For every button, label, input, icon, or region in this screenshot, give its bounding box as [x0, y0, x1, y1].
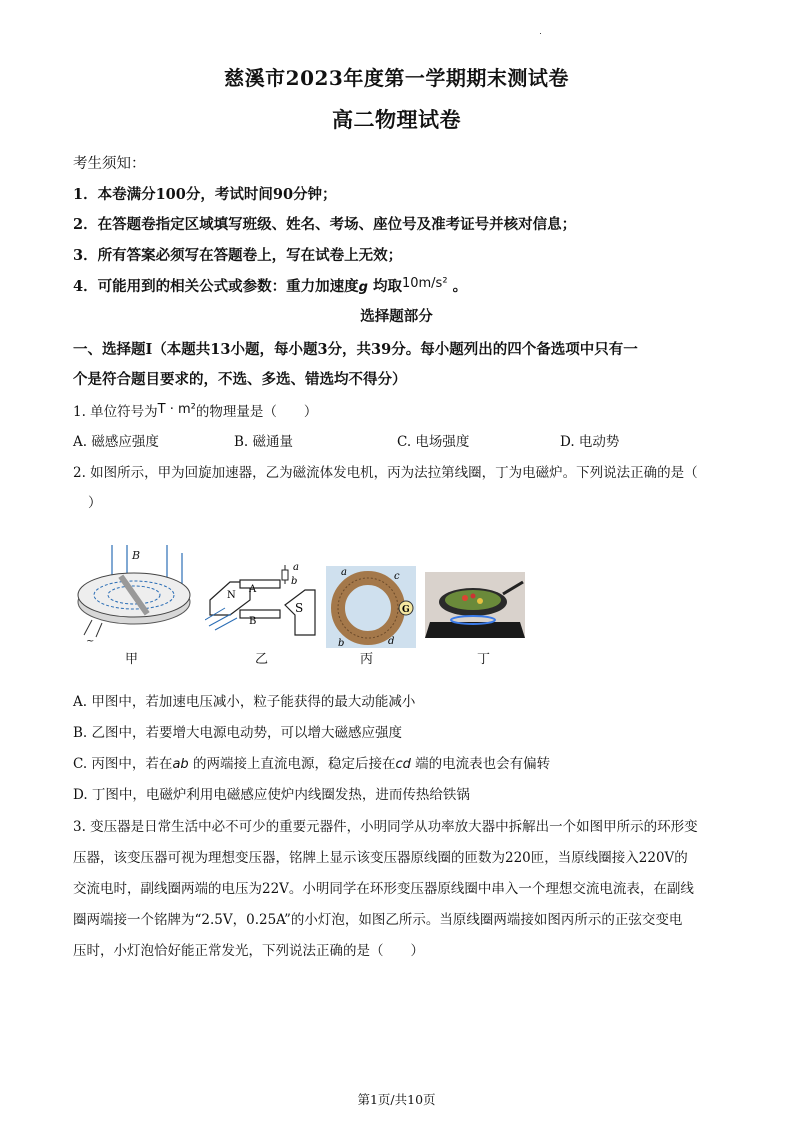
question-1 [73, 400, 317, 420]
q1-option-b: B. 磁通量 [234, 434, 294, 450]
gravity-symbol: g [358, 280, 368, 295]
q1-option-a: A. 磁感应强度 [73, 434, 159, 450]
fig-label-tilde: ~ [86, 636, 95, 645]
q2-option-c-prefix: C. 丙图中，若在 [73, 756, 173, 772]
part-instruction-line-1: 一、选择题Ⅰ（本题共13小题，每小题3分，共39分。每小题列出的四个备选项中只有一 [73, 341, 638, 358]
fig-label-b-yi: b [291, 576, 298, 587]
figure-mhd-generator [205, 560, 320, 640]
exam-title: 慈溪市2023年度第一学期期末测试卷 [224, 66, 569, 90]
question-3-line-1: 3. 变压器是日常生活中必不可少的重要元器件，小明同学从功率放大器中拆解出一个如图甲所示的环形变 [73, 819, 698, 835]
question-3-line-2: 压器，该变压器可视为理想变压器，铭牌上显示该变压器原线圈的匝数为220匝，当原线圈接入220V的 [73, 850, 688, 866]
q2-option-c-ab: ab [172, 757, 189, 772]
figure-label-ding: 丁 [477, 652, 491, 667]
q2-option-c-cd: cd [395, 757, 411, 772]
part-instruction-line-2: 个是符合题目要求的，不选、多选、错选均不得分） [73, 371, 407, 388]
q2-option-c [73, 752, 550, 772]
q1-suffix: 的物理量是（ ） [195, 404, 318, 420]
fig-label-G: G [402, 605, 410, 615]
question-3-line-5: 压时，小灯泡恰好能正常发光，下列说法正确的是（ ） [73, 943, 424, 959]
q2-option-c-mid: 的两端接上直流电源，稳定后接在 [188, 756, 396, 772]
notice-item-1: 1．本卷满分100分，考试时间90分钟； [73, 186, 337, 203]
figure-label-jia: 甲 [125, 652, 139, 667]
fig-label-A-plate: A [249, 584, 257, 595]
notice-item-3: 3．所有答案必须写在答题卷上，写在试卷上无效； [73, 247, 403, 264]
figure-induction-cooker [425, 572, 525, 638]
q1-prefix: 1. 单位符号为 [73, 404, 158, 420]
q2-option-a: A. 甲图中，若加速电压减小，粒子能获得的最大动能减小 [73, 694, 416, 710]
fig-label-B: B [132, 549, 141, 562]
q2-option-d: D. 丁图中，电磁炉利用电磁感应使炉内线圈发热，进而传热给铁锅 [73, 787, 470, 803]
q1-option-d: D. 电动势 [560, 434, 620, 450]
gravity-value: 10m/s² [401, 276, 448, 291]
figure-label-bing: 丙 [360, 652, 374, 667]
figure-faraday-ring [326, 566, 416, 648]
notice-item-2: 2．在答题卷指定区域填写班级、姓名、考场、座位号及准考证号并核对信息； [73, 216, 577, 233]
fig-label-a-yi: a [293, 562, 299, 573]
q2-option-c-end: 端的电流表也会有偏转 [410, 756, 551, 772]
question-3-line-3: 交流电时，副线圈两端的电压为22V。小明同学在环形变压器原线圈中串入一个理想交流电流表，在副线 [73, 881, 694, 897]
notice-item-4-end: 。 [447, 278, 468, 295]
page-footer: 第1页/共10页 [357, 1092, 436, 1107]
notice-item-4 [73, 275, 467, 296]
scan-dot [540, 33, 541, 34]
question-3-line-4: 圈两端接一个铭牌为“2.5V，0.25A”的小灯泡，如图乙所示。当原线圈两端接如图丙所示的正弦交变电 [73, 912, 683, 928]
figure-cyclotron [72, 545, 197, 645]
fig-label-d: d [388, 636, 395, 647]
question-2-line-1: 2. 如图所示，甲为回旋加速器，乙为磁流体发电机，丙为法拉第线圈，丁为电磁炉。下列说法正确的是（ [73, 465, 698, 481]
fig-label-b: b [338, 638, 345, 648]
figure-label-yi: 乙 [255, 652, 269, 667]
q1-option-c: C. 电场强度 [397, 434, 470, 450]
exam-subtitle: 高二物理试卷 [332, 107, 461, 132]
notice-item-4-prefix: 4．可能用到的相关公式或参数：重力加速度 [73, 278, 359, 295]
question-2-line-2: ） [88, 495, 102, 511]
fig-label-S: S [295, 601, 304, 615]
q1-unit: T · m² [157, 402, 196, 417]
fig-label-a: a [341, 567, 347, 578]
notice-heading: 考生须知： [73, 156, 146, 172]
fig-label-B-plate: B [249, 616, 257, 627]
section-title: 选择题部分 [360, 308, 433, 325]
q2-option-b: B. 乙图中，若要增大电源电动势，可以增大磁感应强度 [73, 725, 403, 741]
notice-item-4-mid: 均取 [367, 278, 402, 295]
fig-label-N: N [227, 590, 236, 601]
fig-label-c: c [394, 571, 400, 582]
